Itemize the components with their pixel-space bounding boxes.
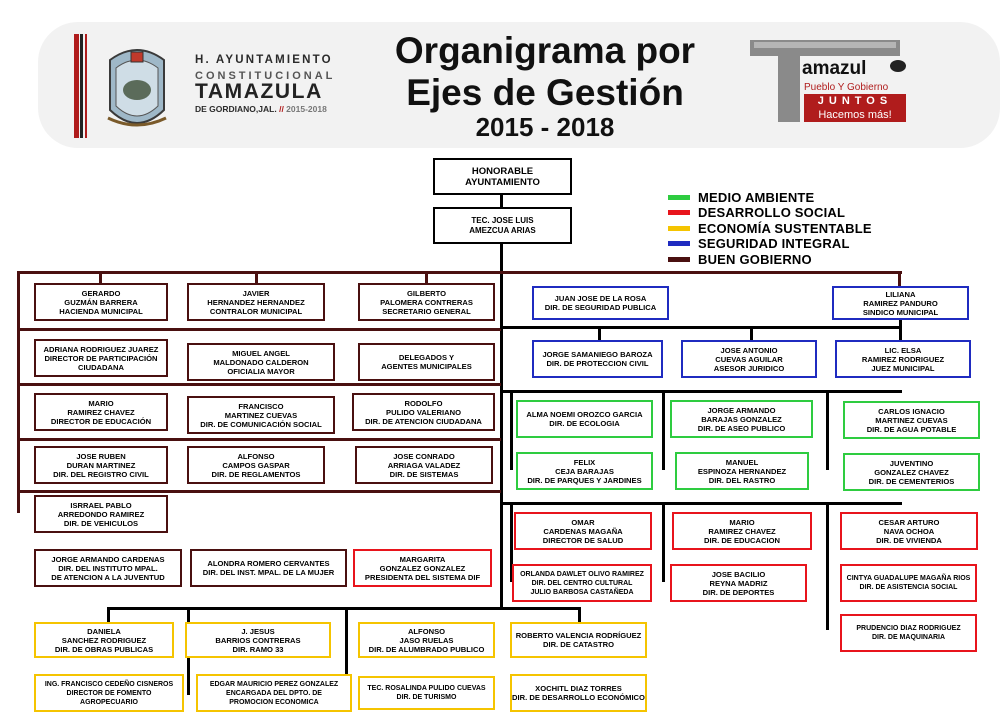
ramo-33-box — [185, 622, 331, 658]
box-line: DIR. DE EDUCACION — [704, 535, 780, 545]
box-line: DURAN MARTINEZ — [66, 460, 136, 470]
box-line: TEC. ROSALINDA PULIDO CUEVAS — [367, 685, 486, 692]
rastro-box — [675, 452, 809, 490]
hacienda-municipal-box — [34, 283, 168, 321]
box-line: DIR. DE COMUNICACIÓN SOCIAL — [200, 419, 322, 429]
box-line: DIRECTOR DE SALUD — [542, 535, 624, 545]
box-line: ROBERTO VALENCIA RODRÍGUEZ — [515, 631, 642, 640]
box-line: DIR. DEL RASTRO — [708, 475, 776, 485]
aseo-publico-box — [670, 400, 813, 438]
box-line: SANCHEZ RODRIGUEZ — [61, 635, 147, 645]
box-line: DIR. DE CATASTRO — [542, 640, 614, 649]
box-line: BARRIOS CONTRERAS — [215, 635, 301, 645]
box-line: CARDENAS MAGAÑA — [543, 526, 623, 536]
box-line: SINDICO MUNICIPAL — [862, 307, 939, 317]
box-line: JUEZ MUNICIPAL — [871, 363, 935, 373]
box-line: PRESIDENTA DEL SISTEMA DIF — [364, 572, 481, 582]
legend-swatch — [668, 241, 690, 246]
box-line: DIR. DE VEHICULOS — [63, 518, 139, 528]
box-line: JUAN JOSE DE LA ROSA — [554, 294, 647, 303]
connector-line — [578, 607, 581, 623]
box-line: DIR. DE AGUA POTABLE — [866, 424, 957, 434]
vivienda-box — [840, 512, 978, 550]
box-line: JASO RUELAS — [399, 635, 454, 645]
box-line: CARLOS IGNACIO — [878, 406, 945, 416]
legend-economia-sustentable — [668, 221, 872, 236]
comunicacion-social-box — [187, 396, 335, 434]
box-line: XOCHITL DIAZ TORRES — [535, 684, 622, 693]
legend-buen-gobierno — [668, 252, 812, 267]
municipal-seal-icon — [104, 40, 170, 136]
presidente-municipal-box — [433, 207, 572, 244]
connector-line — [17, 271, 20, 513]
logo-name: amazul — [802, 58, 867, 79]
box-line: JORGE ARMANDO — [707, 405, 776, 415]
reglamentos-box — [187, 446, 325, 484]
oficialia-mayor-box — [187, 343, 335, 381]
sistema-dif-box — [353, 549, 492, 587]
connector-line — [899, 320, 902, 340]
box-line: MALDONADO CALDERON — [213, 357, 309, 367]
connector-line — [500, 194, 503, 208]
legend-label: DESARROLLO SOCIAL — [698, 205, 846, 220]
box-line: OFICIALIA MAYOR — [227, 366, 295, 376]
desarrollo-economico-box — [510, 674, 647, 712]
registro-civil-box — [34, 446, 168, 484]
legend-label: MEDIO AMBIENTE — [698, 190, 815, 205]
connector-line — [107, 607, 110, 623]
box-line: DIR. DE VIVIENDA — [876, 535, 942, 545]
legend-swatch — [668, 210, 690, 215]
box-line: MARGARITA — [399, 554, 446, 564]
box-line: DELEGADOS Y — [398, 353, 455, 362]
atencion-ciudadana-box — [352, 393, 495, 431]
connector-line — [107, 607, 581, 610]
ayuntamiento-line4 — [195, 104, 365, 114]
box-line: NAVA OCHOA — [883, 526, 935, 536]
box-line: MARTINEZ CUEVAS — [875, 415, 948, 425]
box-line: DIR. DE ECOLOGIA — [549, 419, 620, 428]
box-line: ASESOR JURIDICO — [713, 363, 785, 373]
box-line: CESAR ARTURO — [878, 517, 940, 527]
connector-line — [17, 438, 501, 441]
connector-line — [598, 326, 601, 340]
period-separator: // — [279, 104, 287, 114]
box-line: TEC. JOSE LUIS — [471, 215, 534, 225]
box-line: JOSE RUBEN — [76, 451, 126, 461]
connector-line — [898, 271, 901, 287]
box-line: DIR. DEL INST. MPAL. DE LA MUJER — [202, 568, 335, 577]
director-educacion-box — [34, 393, 168, 431]
fomento-agropecuario-box — [34, 674, 184, 712]
box-line: DIR. RAMO 33 — [232, 644, 284, 654]
contralor-municipal-box — [187, 283, 325, 321]
page-title-line2: Ejes de Gestión — [406, 72, 684, 113]
obras-publicas-box — [34, 622, 174, 658]
catastro-box — [510, 622, 647, 658]
box-line: ENCARGADA DEL DPTO. DE — [226, 689, 322, 697]
box-line: DIR. DE CEMENTERIOS — [868, 476, 955, 486]
page-title-line1: Organigrama por — [394, 30, 696, 71]
sindico-municipal-box — [832, 286, 969, 320]
connector-line — [750, 326, 753, 340]
connector-line — [500, 326, 902, 329]
box-line: JOSE BACILIO — [711, 569, 766, 579]
box-line: CIUDADANA — [78, 362, 124, 372]
box-line: JOSE ANTONIO — [720, 345, 778, 355]
box-line: RAMIREZ PANDURO — [863, 298, 938, 308]
box-line: ALFONSO — [237, 451, 275, 461]
box-line: BARAJAS GONZALEZ — [701, 414, 782, 424]
connector-line — [510, 390, 513, 470]
parques-jardines-box — [516, 452, 653, 490]
vehiculos-box — [34, 495, 168, 533]
box-line: DIR. DE OBRAS PUBLICAS — [54, 644, 154, 654]
box-line: CUEVAS AGUILAR — [715, 354, 783, 364]
centro-cultural-box — [512, 564, 652, 602]
legend-label: SEGURIDAD INTEGRAL — [698, 236, 850, 251]
box-line: DIR. DE SEGURIDAD PUBLICA — [544, 303, 657, 312]
juez-municipal-box — [835, 340, 971, 378]
box-line: GUZMÁN BARRERA — [64, 297, 138, 307]
ayuntamiento-line1: H. AYUNTAMIENTO — [195, 54, 333, 66]
ayuntamiento-line2: CONSTITUCIONAL — [195, 70, 336, 82]
box-line: DIRECTOR DE FOMENTO — [66, 689, 152, 697]
turismo-box — [358, 676, 495, 710]
box-line: MARIO — [88, 398, 114, 408]
frog-icon — [890, 60, 906, 72]
decorative-stripe — [85, 34, 87, 138]
connector-line — [826, 502, 829, 630]
educacion-box — [672, 512, 812, 550]
ecologia-box — [516, 400, 653, 438]
connector-line — [17, 383, 501, 386]
connector-line — [17, 490, 501, 493]
box-line: DIR. DE ASISTENCIA SOCIAL — [859, 584, 958, 591]
box-line: PALOMERA CONTRERAS — [380, 297, 473, 307]
sistemas-box — [355, 446, 493, 484]
legend-label: ECONOMÍA SUSTENTABLE — [698, 221, 872, 236]
honorable-ayuntamiento-box — [433, 158, 572, 195]
box-line: DIRECTOR DE EDUCACIÓN — [50, 416, 152, 426]
legend-label: BUEN GOBIERNO — [698, 252, 812, 267]
box-line: LIC. ELSA — [884, 345, 922, 355]
box-line: JORGE ARMANDO CARDENAS — [51, 554, 165, 564]
maquinaria-box — [840, 614, 977, 652]
connector-line — [500, 502, 902, 505]
box-line: DIR. DEL REGISTRO CIVIL — [53, 469, 149, 479]
box-line: CEJA BARAJAS — [555, 466, 614, 476]
box-line: CINTYA GUADALUPE MAGAÑA RIOS — [846, 575, 971, 582]
box-line: DIR. DE PROTECCION CIVIL — [546, 359, 649, 368]
box-line: DIR. DEL CENTRO CULTURAL — [531, 579, 633, 587]
box-line: AGROPECUARIO — [80, 698, 138, 706]
legend-swatch — [668, 226, 690, 231]
box-line: GONZALEZ CHAVEZ — [874, 467, 949, 477]
legend-seguridad-integral — [668, 236, 850, 251]
box-line: RODOLFO — [404, 398, 443, 408]
instituto-mujer-box — [190, 549, 347, 587]
box-line: HONORABLE — [471, 165, 534, 177]
box-line: AYUNTAMIENTO — [465, 176, 540, 188]
instituto-juventud-box — [34, 549, 182, 587]
box-line: MARTINEZ CUEVAS — [224, 410, 298, 420]
promocion-economica-box — [196, 674, 352, 712]
legend-swatch — [668, 257, 690, 262]
box-line: AMEZCUA ARIAS — [469, 225, 536, 235]
agua-potable-box — [843, 401, 980, 439]
salud-box — [514, 512, 652, 550]
box-line: JORGE SAMANIEGO BAROZA — [542, 350, 653, 359]
page-title-line3: 2015 - 2018 — [475, 112, 615, 142]
asesor-juridico-box — [681, 340, 817, 378]
asistencia-social-box — [840, 564, 977, 602]
box-line: JUVENTINO — [889, 458, 934, 468]
box-line: DIR. DE ALUMBRADO PUBLICO — [368, 644, 485, 654]
box-line: DIR. DE DEPORTES — [702, 587, 775, 597]
box-line: GILBERTO — [406, 288, 447, 298]
box-line: ADRIANA RODRIGUEZ JUAREZ — [43, 344, 159, 354]
box-line: EDGAR MAURICIO PEREZ GONZALEZ — [209, 680, 339, 688]
box-line: DIR. DE ASEO PUBLICO — [697, 423, 786, 433]
proteccion-civil-box — [532, 340, 663, 378]
box-line: OMAR — [571, 517, 595, 527]
box-line: ALMA NOEMI OROZCO GARCIA — [526, 410, 643, 419]
box-line: DIR. DE REGLAMENTOS — [211, 469, 301, 479]
box-line: ORLANDA DAWLET OLIVO RAMIREZ — [520, 570, 644, 578]
box-line: ARREDONDO RAMIREZ — [57, 509, 145, 519]
box-line: RAMIREZ RODRIGUEZ — [861, 354, 945, 364]
box-line: GERARDO — [81, 288, 121, 298]
box-line: DIR. DE ATENCION CIUDADANA — [365, 416, 482, 426]
box-line: ING. FRANCISCO CEDEÑO CISNEROS — [44, 680, 174, 688]
box-line: DIR. DE DESARROLLO ECONÓMICO — [512, 693, 645, 702]
box-line: MANUEL — [725, 457, 759, 467]
seguridad-publica-box — [532, 286, 669, 320]
cementerios-box — [843, 453, 980, 491]
decorative-stripe — [80, 34, 83, 138]
box-line: REYNA MADRIZ — [709, 578, 768, 588]
box-line: RAMIREZ CHAVEZ — [67, 407, 135, 417]
box-line: FRANCISCO — [238, 401, 284, 411]
ayuntamiento-period: 2015-2018 — [286, 104, 327, 114]
connector-line — [662, 502, 665, 582]
box-line: PROMOCION ECONOMICA — [229, 698, 319, 706]
logo-juntos: JUNTOS — [804, 94, 906, 108]
box-line: ESPINOZA HERNANDEZ — [697, 466, 787, 476]
box-line: HACIENDA MUNICIPAL — [59, 306, 143, 316]
connector-line — [17, 271, 902, 274]
participacion-ciudadana-box — [34, 339, 168, 377]
connector-line — [500, 242, 503, 610]
box-line: DIR. DEL INSTITUTO MPAL. — [58, 563, 158, 573]
box-line: ALFONSO — [407, 626, 446, 636]
delegados-agentes-box — [358, 343, 495, 381]
box-line: SECRETARIO GENERAL — [382, 306, 471, 316]
box-line: PRUDENCIO DIAZ RODRIGUEZ — [856, 625, 961, 632]
connector-line — [662, 390, 665, 470]
box-line: HERNANDEZ HERNANDEZ — [207, 297, 305, 307]
box-line: ALONDRA ROMERO CERVANTES — [207, 559, 330, 568]
tamazula-logo — [748, 38, 918, 126]
box-line: DE ATENCION A LA JUVENTUD — [51, 572, 165, 582]
legend-desarrollo-social — [668, 205, 845, 220]
box-line: J. JESUS — [241, 626, 275, 636]
legend-swatch — [668, 195, 690, 200]
box-line: CONTRALOR MUNICIPAL — [209, 306, 303, 316]
logo-hacemos: Hacemos más! — [804, 108, 906, 122]
box-line: AGENTES MUNICIPALES — [381, 362, 472, 371]
box-line: ARRIAGA VALADEZ — [387, 460, 461, 470]
box-line: DIR. DE PARQUES Y JARDINES — [527, 475, 642, 485]
decorative-stripe — [74, 34, 79, 138]
secretario-general-box — [358, 283, 495, 321]
deportes-box — [670, 564, 807, 602]
connector-line — [17, 328, 501, 331]
box-line: PULIDO VALERIANO — [386, 407, 461, 417]
box-line: DIR. DE TURISMO — [396, 694, 457, 701]
ayuntamiento-place: DE GORDIANO,JAL. — [195, 104, 277, 114]
box-line: FELIX — [573, 457, 596, 467]
box-line: DANIELA — [87, 626, 121, 636]
box-line: RAMIREZ CHAVEZ — [708, 526, 776, 536]
box-line: JAVIER — [242, 288, 270, 298]
box-line: JULIO BARBOSA CASTAÑEDA — [530, 588, 634, 596]
box-line: DIRECTOR DE PARTICIPACIÓN — [44, 353, 158, 363]
logo-subtitle: Pueblo Y Gobierno — [804, 82, 889, 93]
box-line: DIR. DE MAQUINARIA — [871, 634, 946, 641]
legend-medio-ambiente — [668, 190, 814, 205]
alumbrado-publico-box — [358, 622, 495, 658]
box-line: DIR. DE SISTEMAS — [389, 469, 459, 479]
box-line: LILIANA — [885, 289, 916, 299]
box-line: GONZALEZ GONZALEZ — [379, 563, 466, 573]
ayuntamiento-line3: TAMAZULA — [195, 80, 323, 103]
connector-line — [500, 390, 902, 393]
box-line: MIGUEL ANGEL — [232, 348, 290, 358]
connector-line — [826, 390, 829, 470]
box-line: MARIO — [729, 517, 755, 527]
box-line: JOSE CONRADO — [393, 451, 455, 461]
box-line: CAMPOS GASPAR — [222, 460, 290, 470]
box-line: ISRRAEL PABLO — [70, 500, 132, 510]
